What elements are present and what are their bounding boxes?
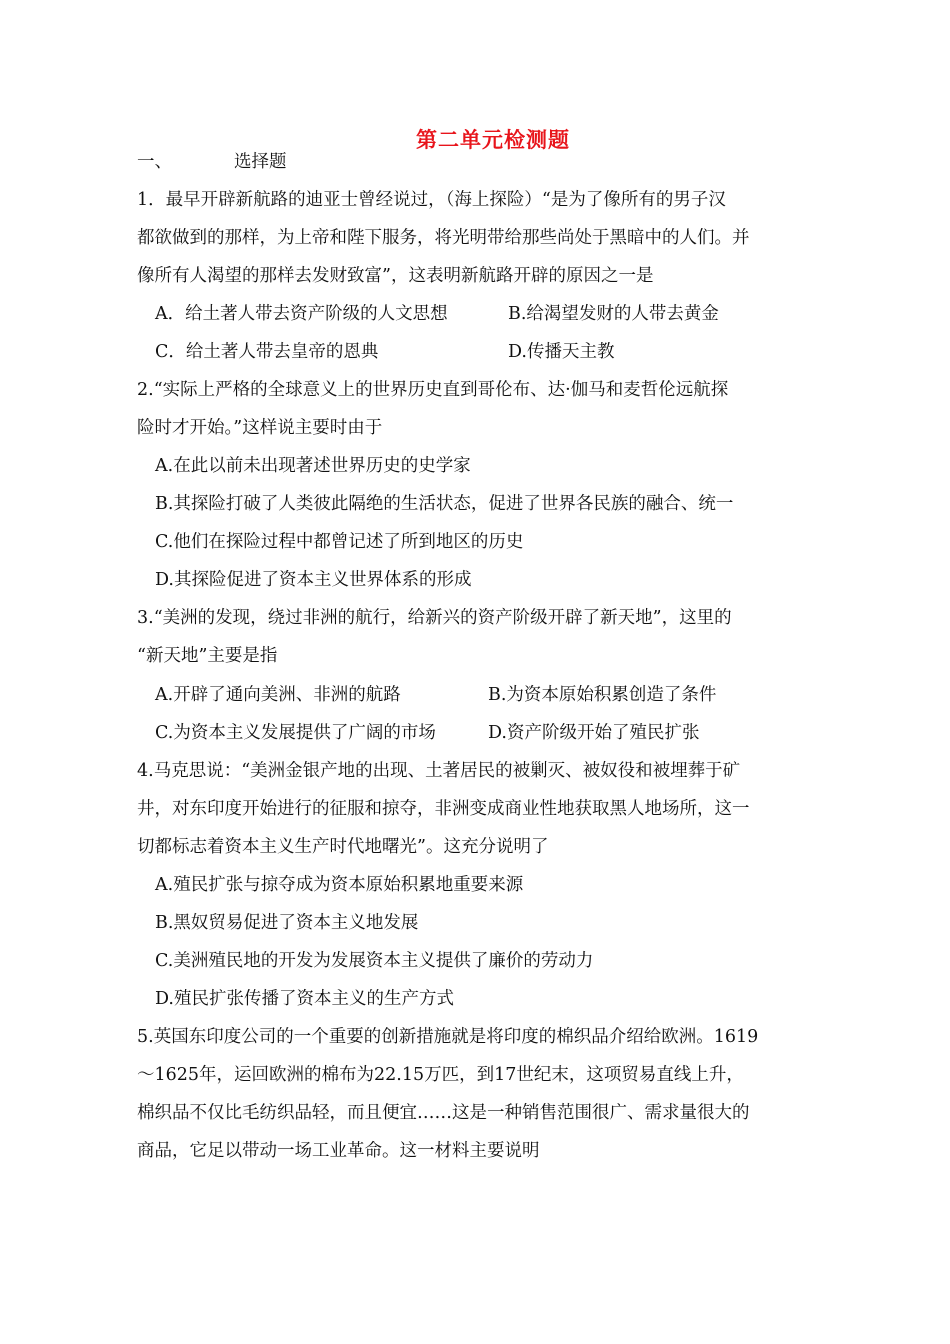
question-2-line-1: 2.“实际上严格的全球意义上的世界历史直到哥伦布、达·伽马和麦哲伦远航探 [137,380,729,400]
section-label: 选择题 [234,152,287,172]
question-3-option-d: D.资产阶级开始了殖民扩张 [488,723,700,743]
question-4-option-c: C.美洲殖民地的开发为发展资本主义提供了廉价的劳动力 [155,951,594,971]
question-3-line-2: “新天地”主要是指 [137,646,278,666]
question-2-option-d: D.其探险促进了资本主义世界体系的形成 [155,570,472,590]
question-2-line-2: 险时才开始。”这样说主要时由于 [137,418,383,438]
question-1-line-3: 像所有人渴望的那样去发财致富”，这表明新航路开辟的原因之一是 [137,266,654,286]
question-1-option-b: B.给渴望发财的人带去黄金 [508,304,719,324]
question-1-line-1: 1．最早开辟新航路的迪亚士曾经说过，（海上探险）“是为了像所有的男子汉 [137,190,726,210]
question-1-option-a: A．给土著人带去资产阶级的人文思想 [155,304,448,324]
page-title: 第二单元检测题 [416,127,570,152]
question-4-line-3: 切都标志着资本主义生产时代地曙光”。这充分说明了 [137,837,549,857]
question-3-option-a: A.开辟了通向美洲、非洲的航路 [155,685,401,705]
section-heading [137,150,287,174]
question-5-line-2: ～1625年，运回欧洲的棉布为22.15万匹，到17世纪末，这项贸易直线上升， [137,1065,744,1085]
question-5-line-4: 商品，它足以带动一场工业革命。这一材料主要说明 [137,1141,540,1161]
question-2-option-b: B.其探险打破了人类彼此隔绝的生活状态，促进了世界各民族的融合、统一 [155,494,734,514]
section-number: 一、 [137,152,172,172]
question-2-option-c: C.他们在探险过程中都曾记述了所到地区的历史 [155,532,524,552]
question-4-line-2: 井，对东印度开始进行的征服和掠夺，非洲变成商业性地获取黑人地场所，这一 [137,799,750,819]
question-3-line-1: 3.“美洲的发现，绕过非洲的航行，给新兴的资产阶级开辟了新天地”，这里的 [137,608,732,628]
question-2-option-a: A.在此以前未出现著述世界历史的史学家 [155,456,471,476]
question-4-option-a: A.殖民扩张与掠夺成为资本原始积累地重要来源 [155,875,524,895]
question-5-line-3: 棉织品不仅比毛纺织品轻，而且便宜……这是一种销售范围很广、需求量很大的 [137,1103,750,1123]
question-3-option-b: B.为资本原始积累创造了条件 [488,685,717,705]
question-1-line-2: 都欲做到的那样，为上帝和陛下服务，将光明带给那些尚处于黑暗中的人们。并 [137,228,750,248]
question-3-option-c: C.为资本主义发展提供了广阔的市场 [155,723,436,743]
question-4-line-1: 4.马克思说：“美洲金银产地的出现、土著居民的被剿灭、被奴役和被埋葬于矿 [137,761,741,781]
question-4-option-b: B.黑奴贸易促进了资本主义地发展 [155,913,419,933]
question-1-option-d: D.传播天主教 [508,342,615,362]
question-5-line-1: 5.英国东印度公司的一个重要的创新措施就是将印度的棉织品介绍给欧洲。1619 [137,1027,759,1047]
question-1-option-c: C．给土著人带去皇帝的恩典 [155,342,379,362]
question-4-option-d: D.殖民扩张传播了资本主义的生产方式 [155,989,454,1009]
